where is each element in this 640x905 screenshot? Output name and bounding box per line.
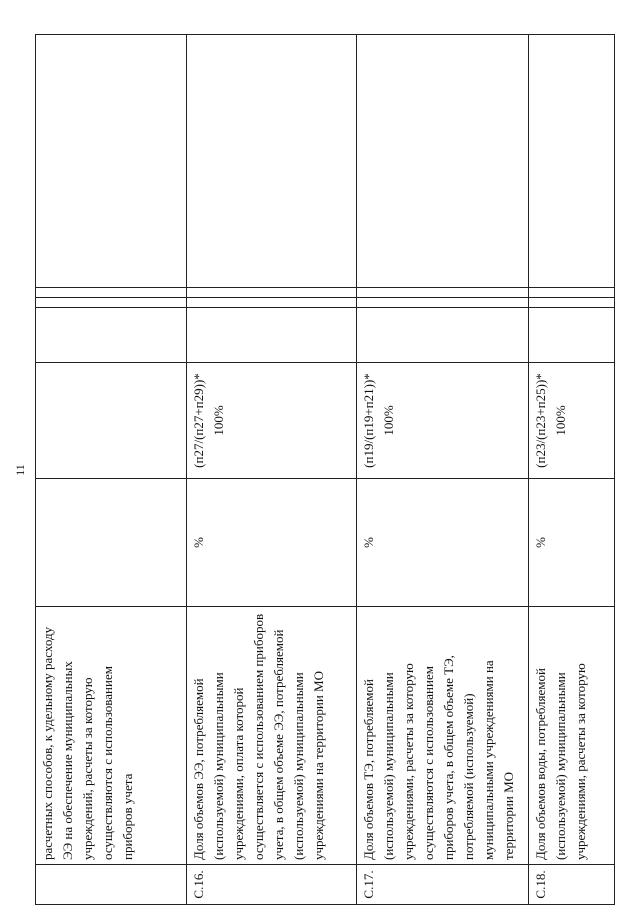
unit-cell: % <box>529 479 615 607</box>
formula-cell <box>357 363 529 479</box>
indicator-text: Доля объемов ТЭ, потребляемой (используемой) муниципальными учреждениями, расчеты за которую осуществляются с использованием приборов учета, в общем объеме ТЭ, потребляемой (используемой) муниципальными учреждениями на территории МО <box>357 607 529 865</box>
cell-empty <box>187 288 357 298</box>
table-row <box>357 35 529 905</box>
unit-cell: % <box>357 479 529 607</box>
cell-empty <box>36 35 187 288</box>
row-number: С.18. <box>529 865 615 905</box>
rotated-page <box>13 35 614 905</box>
cell-empty <box>529 298 615 308</box>
table-row <box>529 35 615 905</box>
cell-empty <box>529 35 615 288</box>
unit-cell: % <box>187 479 357 607</box>
row-number: С.17. <box>357 865 529 905</box>
cell-empty <box>187 298 357 308</box>
indicator-text: Доля объемов ЭЭ, потребляемой (используемой) муниципальными учреждениями, оплата которой осуществляется с использованием приборов учета, в общем объеме ЭЭ, потребляемой (используемой) муниципальными учреждениями на территории МО <box>187 607 357 865</box>
cell-empty <box>36 308 187 363</box>
cell-formula-empty <box>36 363 187 479</box>
formula-line: (п19/(п19+п21))* <box>361 373 376 468</box>
cell-empty <box>357 308 529 363</box>
formula-line: 100% <box>381 405 396 436</box>
cell-unit-empty <box>36 479 187 607</box>
cell-num-empty <box>36 865 187 905</box>
formula-line: 100% <box>211 405 226 436</box>
formula-cell <box>529 363 615 479</box>
formula-cell <box>187 363 357 479</box>
formula-line: (п27/(п27+п29))* <box>191 373 206 468</box>
table-row-continuation <box>36 35 187 905</box>
cell-empty <box>187 308 357 363</box>
cell-empty <box>529 308 615 363</box>
cell-empty <box>36 298 187 308</box>
cell-empty <box>357 288 529 298</box>
table-row <box>187 35 357 905</box>
page-number: 11 <box>13 464 27 476</box>
formula-line: 100% <box>553 405 568 436</box>
formula-line: (п23/(п23+п25))* <box>533 373 548 468</box>
cell-empty <box>187 35 357 288</box>
cell-empty <box>357 298 529 308</box>
continuation-text: расчетных способов, к удельному расходу ЭЭ на обеспечение муниципальных учреждений, расчеты за которую осуществляются с использованием приборов учета <box>36 607 187 865</box>
cell-empty <box>529 288 615 298</box>
cell-empty <box>36 288 187 298</box>
cell-empty <box>357 35 529 288</box>
indicator-text: Доля объемов воды, потребляемой (используемой) муниципальными учреждениями, расчеты за которую <box>529 607 615 865</box>
indicators-table <box>35 34 615 905</box>
row-number: С.16. <box>187 865 357 905</box>
